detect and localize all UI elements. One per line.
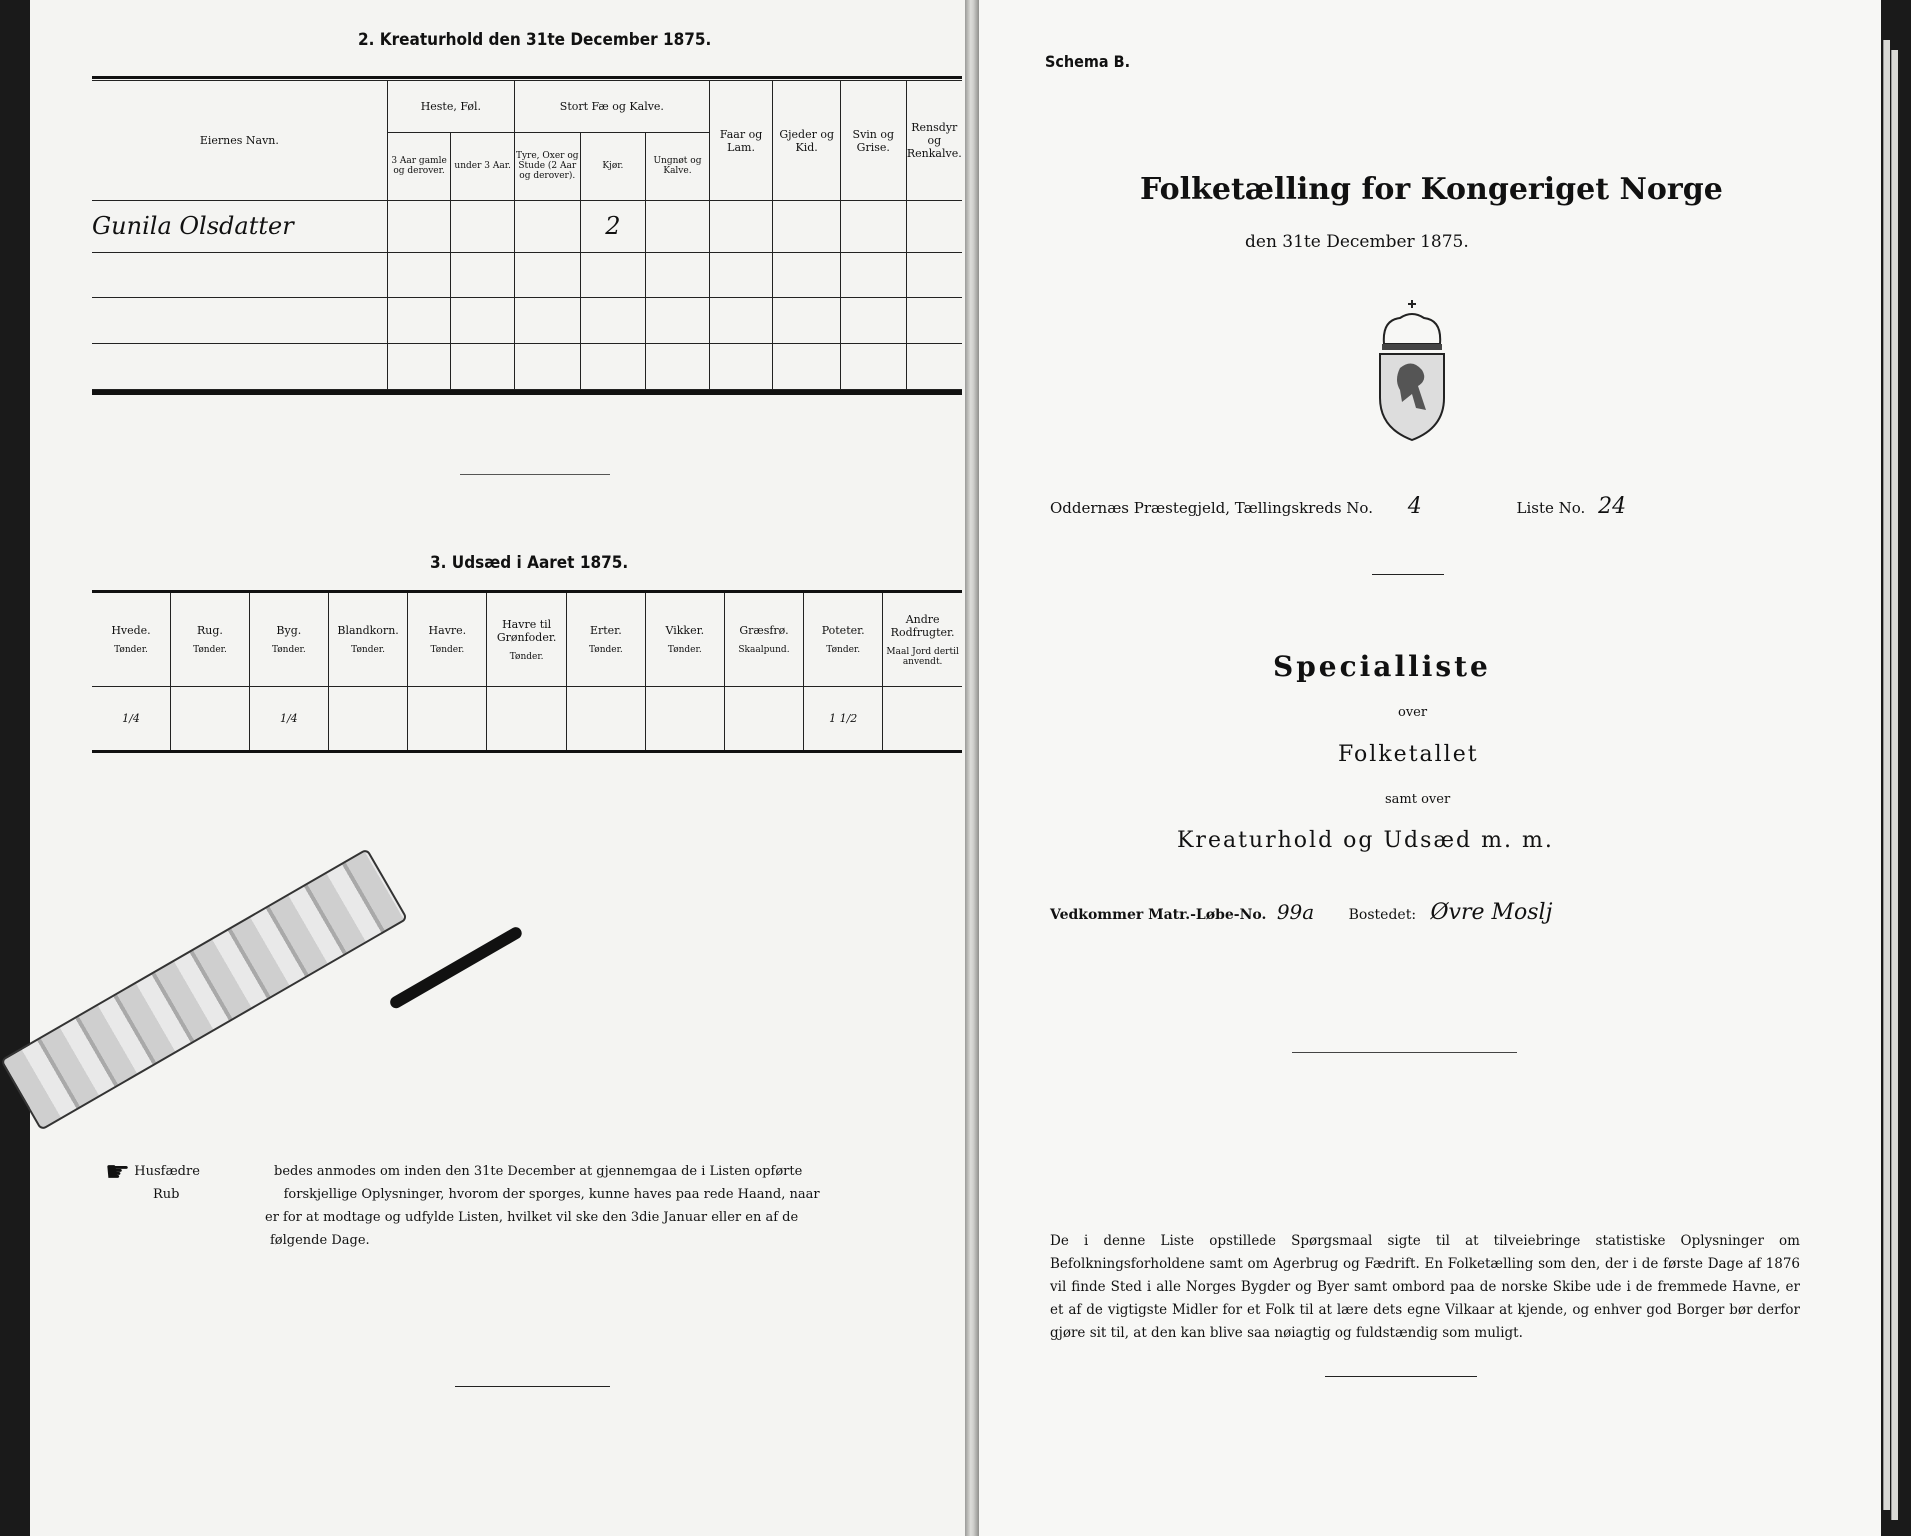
seed-header-name: Erter.: [589, 624, 622, 637]
seed-header: [804, 592, 883, 687]
seed-value: [487, 687, 567, 752]
horses-under3-header: under 3 Aar.: [451, 132, 515, 201]
seed-value: [408, 687, 487, 752]
table-bottom-rule: [92, 390, 962, 395]
parish-line: Oddernæs Præstegjeld, Tællingskreds No. 4 Liste No. 24: [1050, 494, 1627, 519]
divider: [455, 1386, 610, 1387]
horses-3plus-header: 3 Aar gamle og derover.: [387, 132, 451, 201]
seed-header-unit: Tønder.: [430, 645, 465, 655]
seed-header: [408, 592, 487, 687]
book-gutter: [965, 0, 979, 1536]
cows-value: 2: [605, 212, 621, 241]
horses-header: Heste, Føl.: [387, 81, 514, 133]
seed-table: [92, 590, 962, 753]
seed-header: [724, 592, 803, 687]
seed-header-unit: Tønder.: [271, 645, 306, 655]
intro-paragraph: De i denne Liste opstillede Spørgsmaal sigte til at tilveiebringe statistiske Oplysninger om Befolkningsforholdene samt om Agerbrug og Fædrift. En Folketælling som den, der i de første Dage af 1876 vil finde Sted i alle Norges Bygder og Byer samt ombord paa de norske Skibe ude i de fremmede Havne, er et af de vigtigste Midler for et Folk til at lære dets egne Vilkaar at kjende, og enhver god Borger bør derfor gjøre sit til, at den kan blive saa nøiagtig og fuldstændig som muligt.: [1050, 1233, 1800, 1341]
seed-header: [645, 592, 724, 687]
seed-header-unit: Maal Jord dertil anvendt.: [886, 646, 959, 667]
goats-header: Gjeder og Kid.: [773, 81, 841, 201]
seed-header: [171, 592, 250, 687]
seed-header: [92, 592, 171, 687]
seed-header: [487, 592, 567, 687]
seed-header-name: Rug.: [197, 624, 223, 637]
page-edge: [1891, 50, 1898, 1520]
cattle-young-header: Ungnøt og Kalve.: [646, 132, 710, 201]
page-title: Folketælling for Kongeriget Norge: [1140, 172, 1723, 207]
table-top-rule: [92, 76, 962, 79]
seed-header: [883, 592, 962, 687]
table-row: [92, 252, 962, 298]
seed-header-name: Andre Rodfrugter.: [890, 612, 955, 639]
coat-of-arms-icon: [1372, 298, 1452, 443]
seed-header-name: Havre til Grønfoder.: [496, 617, 557, 644]
seed-value: [724, 687, 803, 752]
schema-label: Schema B.: [1045, 52, 1131, 71]
seed-header-name: Græsfrø.: [739, 624, 789, 637]
seed-value: [883, 687, 962, 752]
seed-value: [328, 687, 408, 752]
table-row: [92, 687, 962, 752]
cattle-header: Stort Fæ og Kalve.: [514, 81, 709, 133]
seed-header-unit: Tønder.: [588, 645, 623, 655]
table-row: [92, 298, 962, 344]
divider: [1292, 1052, 1517, 1053]
section3-title: 3. Udsæd i Aaret 1875.: [430, 553, 629, 573]
seed-value: 1/4: [92, 687, 171, 752]
seed-header-unit: Tønder.: [667, 645, 702, 655]
reindeer-header: Rensdyr og Renkalve.: [906, 81, 962, 201]
seed-value: 1/4: [249, 687, 328, 752]
seed-header-name: Havre.: [428, 624, 467, 637]
seed-header: [566, 592, 645, 687]
table-row: [92, 344, 962, 390]
seed-header-unit: Tønder.: [351, 645, 385, 655]
seed-header-name: Hvede.: [111, 624, 151, 637]
sheep-header: Faar og Lam.: [709, 81, 773, 201]
matr-line: Vedkommer Matr.-Løbe-No. 99a Bostedet: Øvre Moslj: [1050, 900, 1553, 925]
seed-header-name: Byg.: [276, 624, 302, 637]
specialliste-heading: Specialliste: [1273, 650, 1491, 683]
seed-value: [171, 687, 250, 752]
seed-header-unit: Tønder.: [826, 645, 861, 655]
seed-header-unit: Tønder.: [114, 645, 148, 655]
notice-text: ☛ Husfædre bedes anmodes om inden den 31te December at gjennemgaa de i Listen opførte Rub forskjellige Oplysninger, hvorom der sporges, kunne haves paa rede Haand, naar er for at modtage og udfylde Listen, hvilket vil ske den 3die Januar eller en af de følgende Dage.: [105, 1155, 820, 1248]
seed-header: [328, 592, 408, 687]
over-text: over: [1398, 705, 1428, 720]
seed-header-unit: Tønder.: [509, 651, 544, 662]
section2-title: 2. Kreaturhold den 31te December 1875.: [358, 30, 712, 50]
kreatur-heading: Kreaturhold og Udsæd m. m.: [1177, 828, 1554, 853]
seed-value: [566, 687, 645, 752]
seed-header: [249, 592, 328, 687]
seed-header-unit: Tønder.: [193, 645, 227, 655]
page-edge: [1883, 40, 1890, 1510]
owner-name: Gunila Olsdatter: [92, 212, 294, 241]
divider: [1372, 574, 1444, 575]
samt-over-text: samt over: [1385, 792, 1451, 807]
livestock-table: [92, 80, 962, 390]
seed-value: [645, 687, 724, 752]
seed-header-name: Poteter.: [821, 624, 865, 637]
seed-header-unit: Skaalpund.: [738, 645, 790, 655]
seed-header-name: Blandkorn.: [337, 624, 399, 637]
cattle-bulls-header: Tyre, Oxer og Stude (2 Aar og derover).: [514, 132, 580, 201]
divider: [1325, 1376, 1477, 1377]
pigs-header: Svin og Grise.: [840, 81, 906, 201]
table-row: [92, 201, 962, 253]
census-date: den 31te December 1875.: [1245, 232, 1469, 252]
cattle-cows-header: Kjør.: [580, 132, 646, 201]
seed-value: 1 1/2: [804, 687, 883, 752]
folketallet-heading: Folketallet: [1338, 742, 1479, 767]
pointing-hand-icon: ☛: [105, 1155, 131, 1188]
seed-header-name: Vikker.: [665, 624, 705, 637]
divider: [460, 474, 610, 475]
owner-header: Eiernes Navn.: [92, 81, 387, 201]
